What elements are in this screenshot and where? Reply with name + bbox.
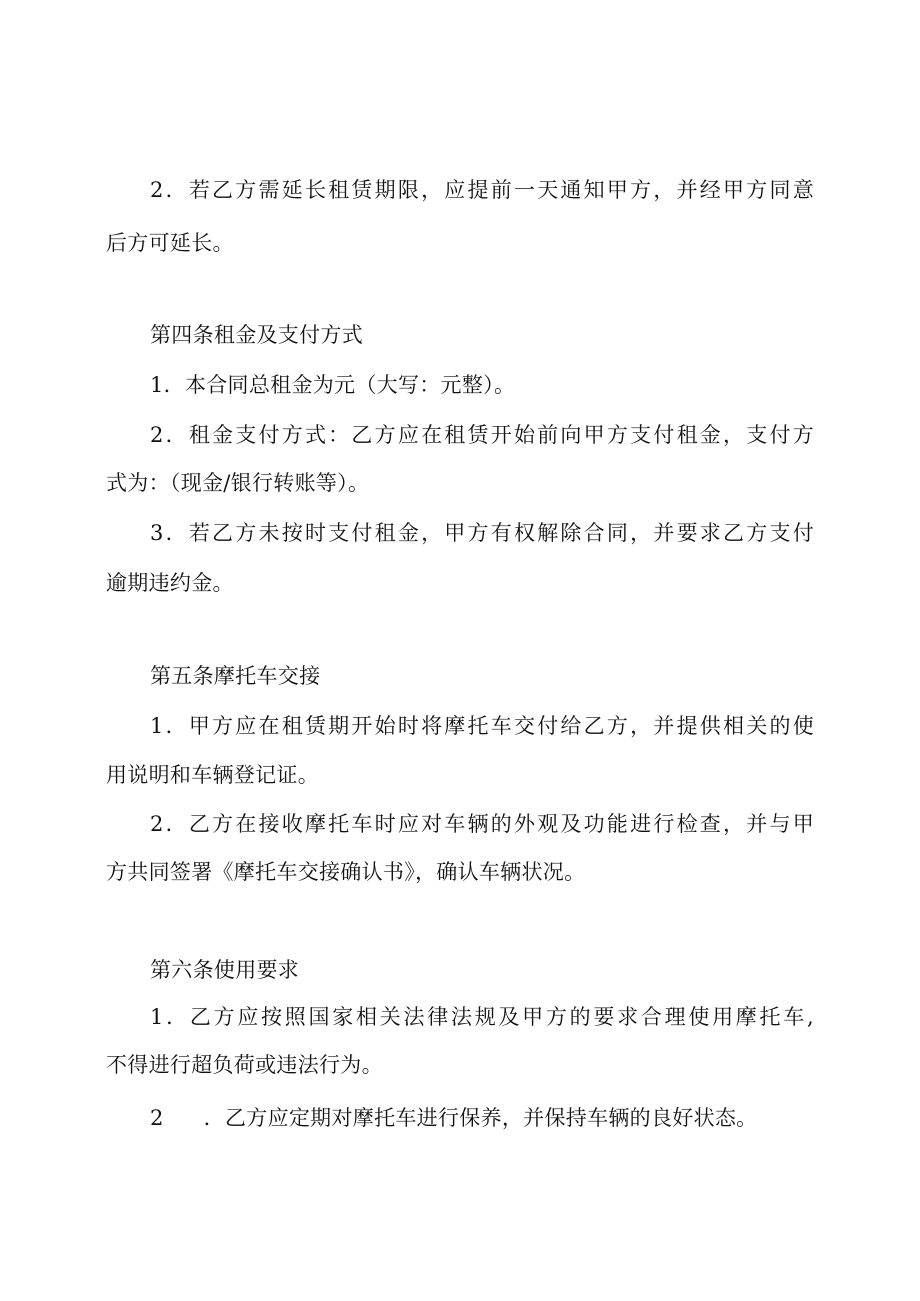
clause-6-2-number: 2 (150, 1106, 164, 1130)
clause-6-2-text: ．乙方应定期对摩托车进行保养，并保持车辆的良好状态。 (203, 1106, 758, 1130)
clause-5-1-line-1: 1．甲方应在租赁期开始时将摩托车交付给乙方，并提供相关的使 (150, 714, 814, 738)
clause-4-3-line-2: 逾期违约金。 (106, 571, 234, 595)
section-4-heading: 第四条租金及支付方式 (150, 323, 363, 347)
clause-4-1: 1．本合同总租金为元（大写：元整）。 (150, 373, 516, 397)
clause-4-3-line-1: 3．若乙方未按时支付租金，甲方有权解除合同，并要求乙方支付 (150, 521, 814, 545)
clause-6-1-line-2: 不得进行超负荷或违法行为。 (106, 1053, 383, 1077)
section-5-heading: 第五条摩托车交接 (150, 664, 321, 688)
clause-6-1-line-1: 1．乙方应按照国家相关法律法规及甲方的要求合理使用摩托车, (150, 1005, 814, 1029)
clause-3-2-line-1: 2．若乙方需延长租赁期限，应提前一天通知甲方，并经甲方同意 (150, 178, 814, 202)
clause-5-2-line-2: 方共同签署《摩托车交接确认书》，确认车辆状况。 (106, 860, 586, 884)
clause-4-2-line-2: 式为：（现金/银行转账等）。 (106, 471, 370, 495)
clause-6-2 (0, 1103, 920, 1133)
section-6-heading: 第六条使用要求 (150, 958, 300, 982)
clause-5-2-line-1: 2．乙方在接收摩托车时应对车辆的外观及功能进行检查，并与甲 (150, 812, 814, 836)
clause-4-2-line-1: 2．租金支付方式：乙方应在租赁开始前向甲方支付租金，支付方 (150, 423, 814, 447)
clause-3-2-line-2: 后方可延长。 (106, 231, 234, 255)
clause-5-1-line-2: 用说明和车辆登记证。 (106, 763, 319, 787)
